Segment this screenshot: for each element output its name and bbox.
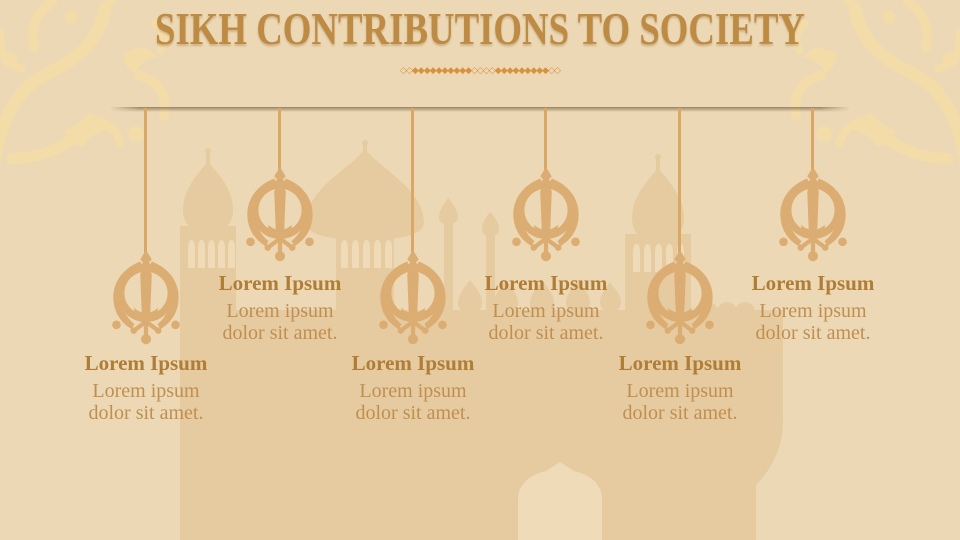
item-heading: Lorem Ipsum <box>618 351 742 375</box>
item-body: Lorem ipsum dolor sit amet. <box>88 380 204 424</box>
hanging-string <box>411 108 414 253</box>
item-body: Lorem ipsum dolor sit amet. <box>222 300 338 344</box>
hanging-string <box>278 108 281 170</box>
item-caption <box>338 352 488 424</box>
item-heading: Lorem Ipsum <box>218 271 342 295</box>
item-caption <box>738 272 888 344</box>
item-caption <box>471 272 621 344</box>
khanda-icon <box>777 167 849 262</box>
hanging-string <box>811 108 814 170</box>
item-heading: Lorem Ipsum <box>751 271 875 295</box>
hanging-string <box>678 108 681 253</box>
item-body: Lorem ipsum dolor sit amet. <box>622 380 738 424</box>
shelf-shadow-line <box>110 107 850 112</box>
hanging-string <box>144 108 147 253</box>
item-caption <box>205 272 355 344</box>
khanda-icon <box>377 250 449 345</box>
khanda-icon <box>510 167 582 262</box>
khanda-icon <box>644 250 716 345</box>
hanging-string <box>544 108 547 170</box>
item-heading: Lorem Ipsum <box>84 351 208 375</box>
khanda-icon <box>244 167 316 262</box>
beaded-divider: ◇◇◆◆◆◆◆◆◆◆◆◆◇◇◇◇◆◆◆◆◆◆◆◆◆◇◇ <box>400 66 560 76</box>
item-body: Lorem ipsum dolor sit amet. <box>755 300 871 344</box>
item-body: Lorem ipsum dolor sit amet. <box>355 380 471 424</box>
item-heading: Lorem Ipsum <box>484 271 608 295</box>
item-caption <box>605 352 755 424</box>
khanda-icon <box>110 250 182 345</box>
slide-title: SIKH CONTRIBUTIONS TO SOCIETY <box>154 3 806 54</box>
item-body: Lorem ipsum dolor sit amet. <box>488 300 604 344</box>
item-heading: Lorem Ipsum <box>351 351 475 375</box>
item-caption <box>71 352 221 424</box>
